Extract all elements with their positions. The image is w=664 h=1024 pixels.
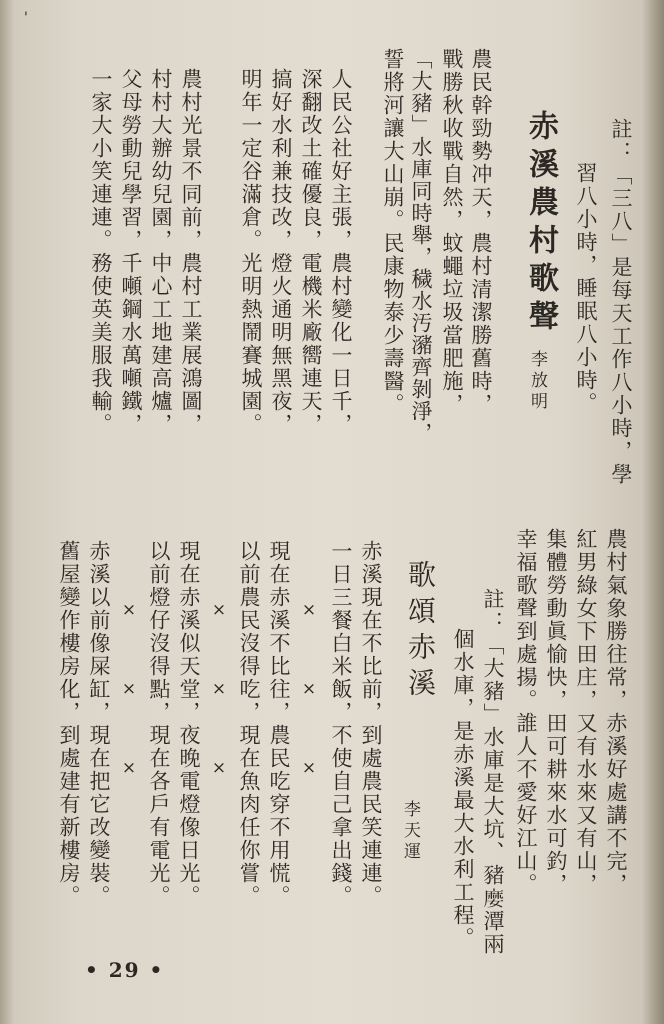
poem1-line-7: 搞好水利兼技改，燈火通明無黑夜， xyxy=(269,68,293,436)
poem2-intro-line-4: 幸福歌聲到處揚。誰人不愛好江山。 xyxy=(514,528,538,896)
poem1-note-line-2: 習八小時，睡眠八小時。 xyxy=(574,162,598,415)
poem2-intro-line-2: 紅男綠女下田庄，又有水來又有山， xyxy=(574,528,598,896)
page-mark: ' xyxy=(24,10,28,26)
poem2-note-line-1: 註：「大豬」水庫是大坑、豬𡡉潭兩 xyxy=(481,588,505,956)
poem2-title: 歌頌赤溪 xyxy=(404,560,437,704)
poem2-line-1: 赤溪現在不比前，到處農民笑連連。 xyxy=(359,540,383,908)
poem2-line-10: 赤溪以前像屎缸，現在把它改變裝。 xyxy=(87,540,111,908)
poem2-note-line-2: 個水庫，是赤溪最大水利工程。 xyxy=(451,628,475,950)
poem1-line-3: 「大豬」水庫同時舉，穢水汚瀦齊剝淨， xyxy=(409,48,433,444)
poem2-line-11: 舊屋變作樓房化，到處建有新樓房。 xyxy=(57,540,81,908)
poem1-line-1: 農民幹勁勢冲天，農村清潔勝舊時， xyxy=(469,48,493,416)
poem1-title: 赤溪農村歌聲 xyxy=(523,110,558,338)
poem2-intro-line-1: 農村氣象勝往常，赤溪好處講不完， xyxy=(604,528,628,896)
poem1-line-5: 人民公社好主張，農村變化一日千， xyxy=(329,68,353,436)
page-edge-left xyxy=(0,0,14,1024)
poem2-author: 李天運 xyxy=(400,800,420,863)
poem2-line-5: 以前農民沒得吃，現在魚肉任你嘗。 xyxy=(237,540,261,908)
poem2-line-7: 現在赤溪似天堂，夜晚電燈像日光。 xyxy=(177,540,201,908)
poem2-line-2: 一日三餐白米飯，不使自己拿出錢。 xyxy=(329,540,353,908)
page-number: • 29 • xyxy=(85,958,165,982)
poem1-note-line-1: 註：「三八」是每天工作八小時，學 xyxy=(609,118,633,486)
poem1-line-10: 村村大辦幼兒園，中心工地建高爐， xyxy=(149,68,173,436)
poem2-divider-2: × × × xyxy=(209,600,229,780)
poem2-divider-3: × × × xyxy=(119,600,139,780)
page-edge-right xyxy=(642,0,664,1024)
poem1-line-11: 父母勞動兒學習，千噸鋼水萬噸鐵， xyxy=(119,68,143,436)
poem2-line-8: 以前燈仔沒得點，現在各戶有電光。 xyxy=(147,540,171,908)
poem1-line-12: 一家大小笑連連。務使英美服我輸。 xyxy=(89,68,113,436)
poem2-line-4: 現在赤溪不比往，農民吃穿不用慌。 xyxy=(267,540,291,908)
poem1-author: 李放明 xyxy=(527,350,547,413)
poem2-divider-1: × × × xyxy=(299,600,319,780)
poem1-line-8: 明年一定谷滿倉。光明熱鬧賽城園。 xyxy=(239,68,263,436)
poem1-line-4: 誓將河讓大山崩。民康物泰少壽醫。 xyxy=(381,48,405,416)
poem2-intro-line-3: 集體勞動眞愉快，田可耕來水可釣， xyxy=(544,528,568,896)
poem1-line-9: 農村光景不同前，農村工業展鴻圖， xyxy=(179,68,203,436)
poem1-line-2: 戰勝秋收戰自然，蚊蠅垃圾當肥施， xyxy=(440,48,464,416)
poem1-line-6: 深翻改土確優良，電機米廠嚮連天， xyxy=(299,68,323,436)
